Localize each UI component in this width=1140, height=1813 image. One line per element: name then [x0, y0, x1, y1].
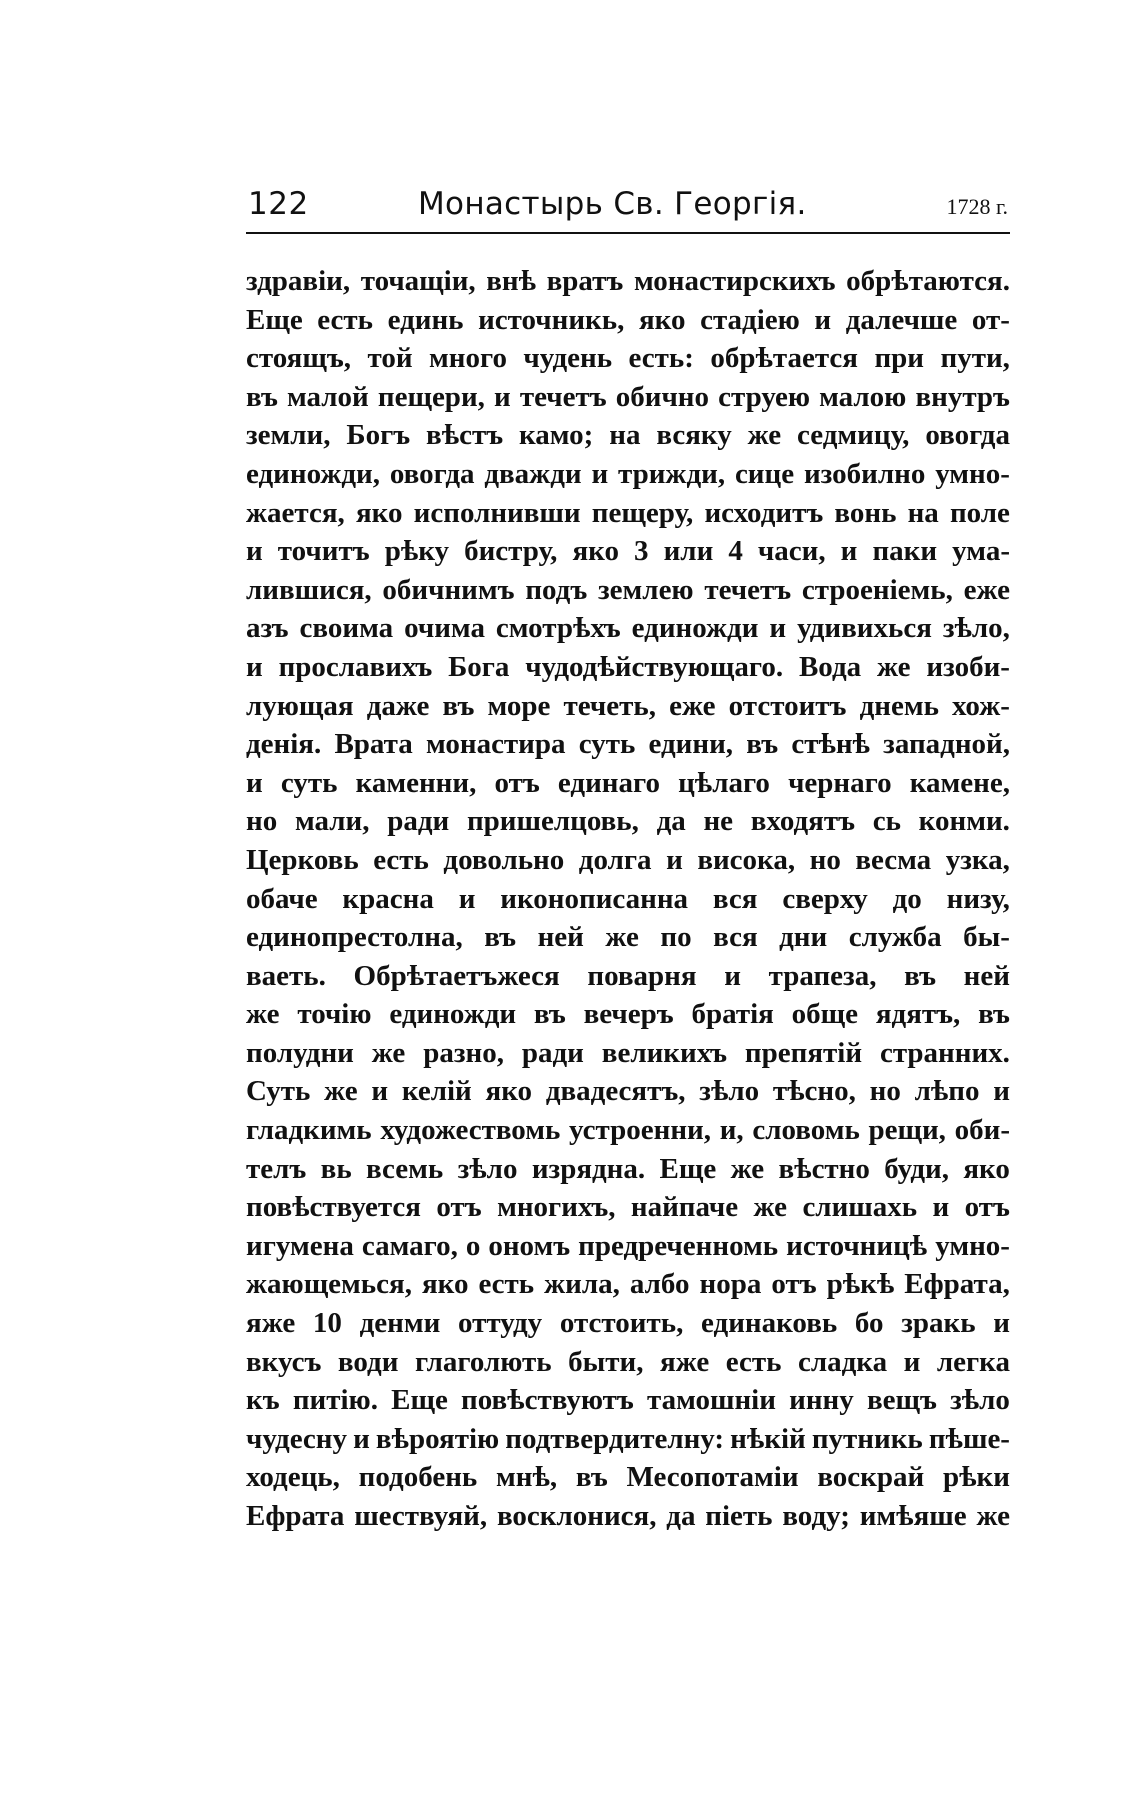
text-line: Еще есть единь источникь, яко стадіею и далечше от-: [246, 303, 1010, 336]
text-line: повѣствуется отъ многихъ, найпаче же слишахь и отъ: [246, 1191, 1010, 1224]
body-text: [246, 262, 1010, 1536]
text-line: телъ вь всемь зѣло изрядна. Еще же вѣстно буди, яко: [246, 1152, 1010, 1185]
text-line: и суть каменни, отъ единаго цѣлаго чернаго камене,: [246, 766, 1010, 799]
text-line: въ малой пещери, и течетъ обично струею малою внутръ: [246, 380, 1010, 413]
text-line: Суть же и келій яко двадесятъ, зѣло тѣсно, но лѣпо и: [246, 1075, 1010, 1108]
text-line: же точію единожди въ вечеръ братія обще ядятъ, въ: [246, 998, 1010, 1031]
text-line: обаче красна и иконописанна вся сверху до низу,: [246, 882, 1010, 915]
text-line: лующая даже въ море течеть, еже отстоитъ днемь хож-: [246, 689, 1010, 722]
text-line: азъ своима очима смотрѣхъ единожди и удивихься зѣло,: [246, 612, 1010, 645]
text-line: чудесну и вѣроятію подтвердителну: нѣкій путникь пѣше-: [246, 1422, 1010, 1455]
running-title: Монастырь Св. Георгія.: [418, 186, 807, 222]
text-line: единопрестолна, въ ней же по вся дни служба бы-: [246, 921, 1010, 954]
text-line: и прославихъ Бога чудодѣйствующаго. Вода же изоби-: [246, 650, 1010, 683]
text-line: ходець, подобень мнѣ, въ Месопотаміи воскрай рѣки: [246, 1461, 1010, 1494]
text-line: игумена самаго, о ономъ предреченномь источницѣ умно-: [246, 1229, 1010, 1262]
text-line: земли, Богъ вѣстъ камо; на всяку же седмицу, овогда: [246, 419, 1010, 452]
text-line: Церковь есть довольно долга и висока, но весма узка,: [246, 843, 1010, 876]
text-line: лившися, обичнимъ подъ землею течетъ строеніемь, еже: [246, 573, 1010, 606]
text-line: полудни же разно, ради великихъ препятій странних.: [246, 1036, 1010, 1069]
page-number: 122: [248, 186, 309, 222]
text-line: жается, яко исполнивши пещеру, исходитъ вонь на поле: [246, 496, 1010, 529]
text-line: стоящъ, той много чудень есть: обрѣтается при пути,: [246, 342, 1010, 375]
text-line: яже 10 денми оттуду отстоить, единаковь бо зракь и: [246, 1307, 1010, 1340]
text-line: вкусъ води глаголють быти, яже есть сладка и легка: [246, 1345, 1010, 1378]
text-line: единожди, овогда дважди и трижди, сице изобилно умно-: [246, 457, 1010, 490]
text-line: Ефрата шествуяй, восклонися, да піеть воду; имѣяше же: [246, 1500, 1010, 1532]
text-line: но мали, ради пришелцовь, да не входятъ сь конми.: [246, 805, 1010, 838]
text-line: здравіи, точащіи, внѣ вратъ монастирскихъ обрѣтаются.: [246, 265, 1010, 297]
text-line: къ питію. Еще повѣствуютъ тамошніи инну вещъ зѣло: [246, 1384, 1010, 1417]
header-rule: [246, 232, 1010, 234]
text-line: ваеть. Обрѣтаетъжеся поварня и трапеза, въ ней: [246, 959, 1010, 992]
text-line: денія. Врата монастира суть едини, въ стѣнѣ западной,: [246, 728, 1010, 761]
page-header: [246, 184, 1010, 228]
text-line: жающемься, яко есть жила, албо нора отъ рѣкѣ Ефрата,: [246, 1268, 1010, 1301]
text-line: гладкимь художествомь устроенни, и, словомь рещи, оби-: [246, 1114, 1010, 1147]
text-line: и точитъ рѣку бистру, яко 3 или 4 часи, и паки ума-: [246, 535, 1010, 568]
year-label: 1728 г.: [946, 194, 1008, 219]
